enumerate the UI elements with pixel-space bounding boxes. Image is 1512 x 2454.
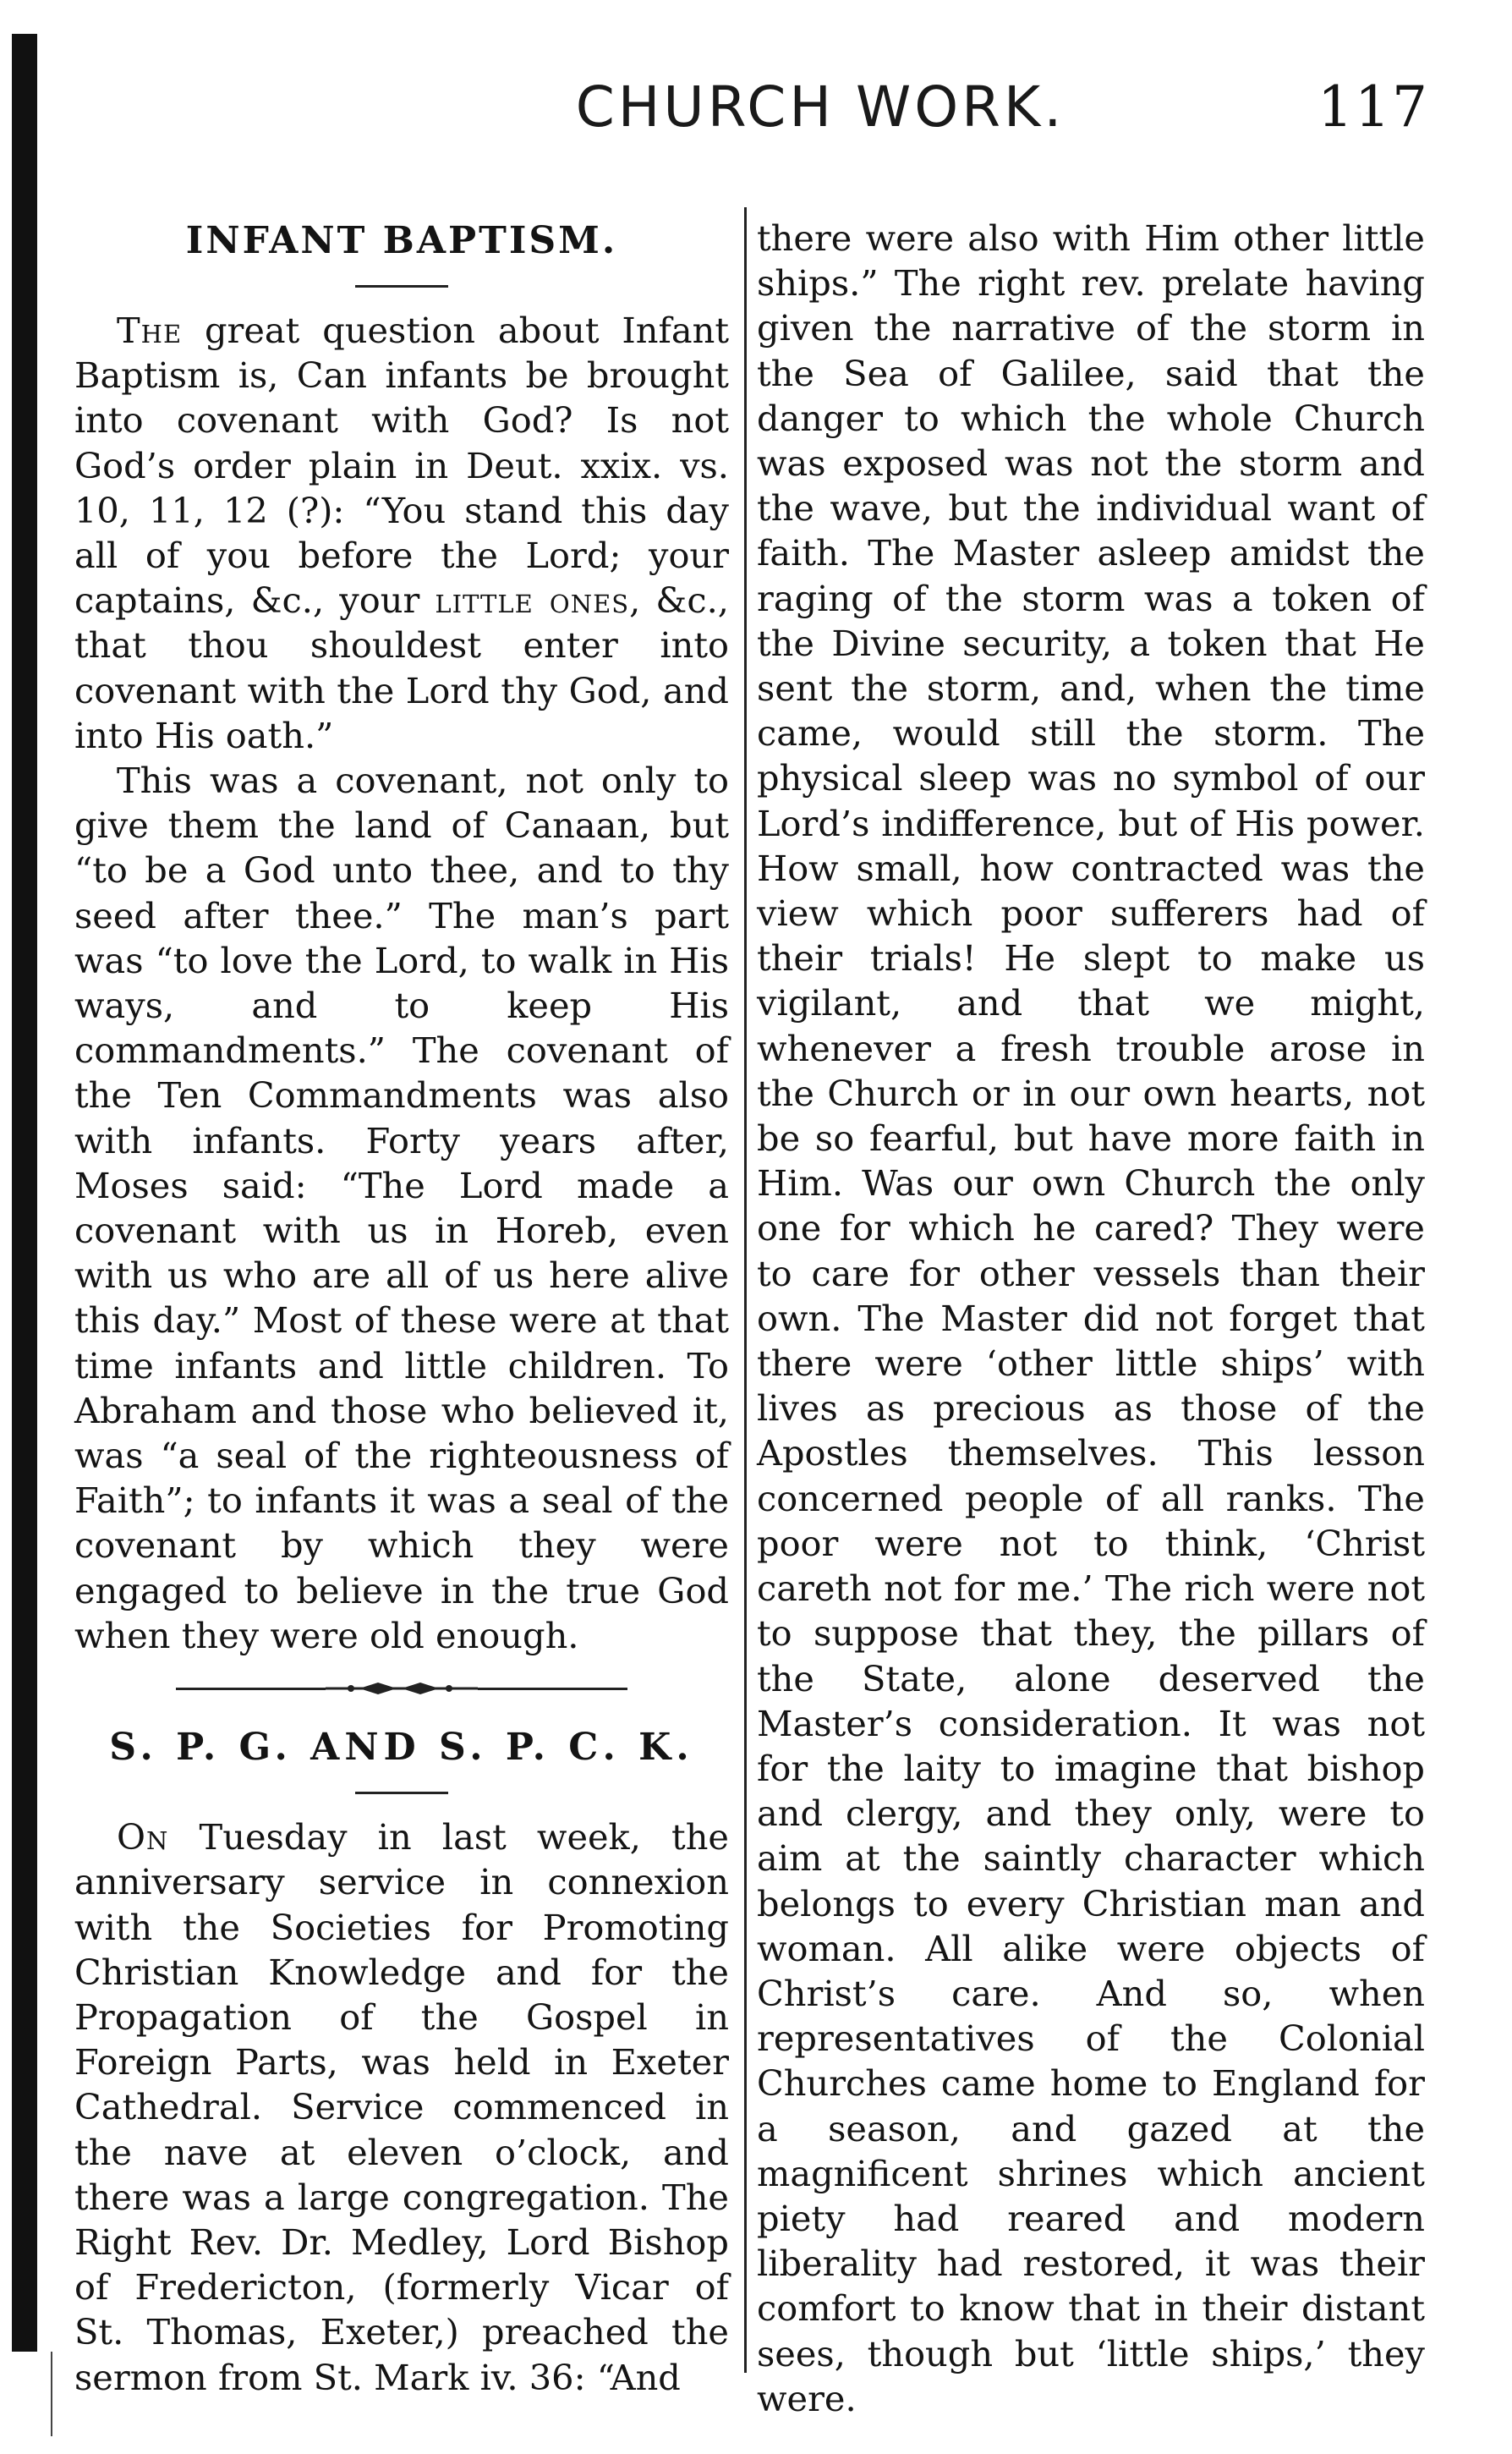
section-ornament [74, 1680, 729, 1697]
title-rule [355, 1792, 448, 1794]
lead-in-word: On [117, 1816, 169, 1858]
column-divider [744, 207, 747, 2373]
small-caps-phrase: little ones [435, 579, 630, 622]
left-column [74, 216, 729, 2400]
paragraph: This was a covenant, not only to give them the land of Canaan, but “to be a God unto thee, and to thy seed after thee.” The man’s part was “to love the Lord, to walk in His ways, and to keep His commandments.” The covenant of the Ten Commandments was also with infants. Forty years after, Moses said: “The Lord made a covenant with us in Horeb, even with us who are all of us here alive this day.” Most of these were at that time infants and little children. To Abraham and those who believed it, was “a seal of the righteousness of Faith”; to infants it was a seal of the covenant by which they were engaged to believe in the true God when they were old enough. [74, 760, 729, 1656]
lead-in-word: The [117, 310, 183, 351]
right-column [757, 216, 1425, 2421]
paragraph-text: Tuesday in last week, the anniversary service in connexion with the Societies for Promoting Christian Knowledge and for the Propagation of the Gospel in Foreign Parts, was held in Exeter Cathedral. Service commenced in the nave at eleven o’clock, and there was a large congregation. The Right Rev. Dr. Medley, Lord Bishop of Fredericton, (formerly Vicar of St. Thomas, Exeter,) preached the sermon from St. Mark iv. 36: “And [74, 1816, 729, 2398]
page-number: 117 [1318, 74, 1429, 140]
page-spine-edge [12, 34, 37, 2352]
title-rule [355, 285, 448, 288]
paragraph-text: great question about Infant Baptism is, Can infants be brought into covenant with God? Is not God’s order plain in Deut. xxix. vs. 10, 11, 12 (?): “You stand this day all of you before the Lord; your captains, &c., your [74, 310, 729, 622]
paragraph-text: , &c., that thou shouldest enter into covenant with the Lord thy God, and into His oath.” [74, 579, 729, 756]
paragraph-continued: there were also with Him other little ships.” The right rev. prelate having given the narrative of the storm in the Sea of Galilee, said that the danger to which the whole Church was exposed was not the storm and the wave, but the individual want of faith. The Master asleep amidst the raging of the storm was a token of the Divine security, a token that He sent the storm, and, when the time came, would still the storm. The physical sleep was no symbol of our Lord’s indifference, but of His power. How small, how contracted was the view which poor sufferers had of their trials! He slept to make us vigilant, and that we might, whenever a fresh trouble arose in the Church or in our own hearts, not be so fearful, but have more faith in Him. Was our own Church the only one for which he cared? They were to care for other vessels than their own. The Master did not forget that there were ‘other little ships’ with lives as precious as those of the Apostles themselves. This lesson concerned people of all ranks. The poor were not to think, ‘Christ careth not for me.’ The rich were not to suppose that they, the pillars of the State, alone deserved the Master’s consideration. It was not for the laity to imagine that bishop and clergy, and they only, were to aim at the saintly character which belongs to every Christian man and woman. All alike were objects of Christ’s care. And so, when representatives of the Colonial Churches came home to England for a season, and gazed at the magnificent shrines which ancient piety had reared and modern liberality had restored, it was their comfort to know that in their distant sees, though but ‘little ships,’ they were. [757, 217, 1425, 2419]
section-title-spg-spck: S. P. G. AND S. P. C. K. [109, 1726, 694, 1770]
paragraph [74, 1814, 729, 2400]
page-spine-tail [51, 2352, 52, 2436]
running-header [76, 74, 1429, 167]
ornament-diamonds-icon [326, 1680, 478, 1697]
section-title-infant-baptism: INFANT BAPTISM. [185, 219, 618, 262]
paragraph [74, 308, 729, 758]
running-title: CHURCH WORK. [575, 74, 1066, 140]
